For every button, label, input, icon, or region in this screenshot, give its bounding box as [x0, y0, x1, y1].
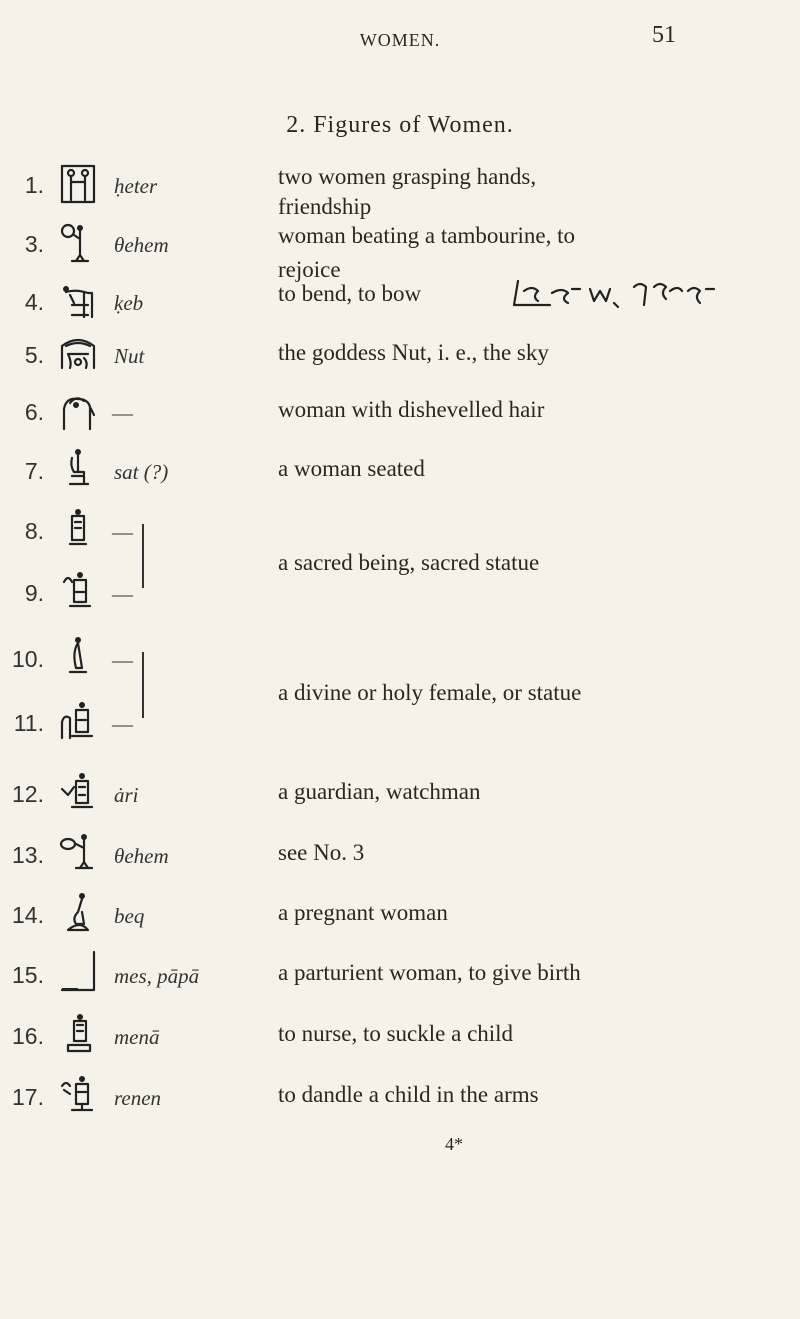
entry-transliteration: θehem	[114, 233, 169, 257]
entry-meaning: a woman seated	[278, 456, 425, 481]
entry-transliteration: sat (?)	[114, 460, 169, 484]
tambourine-woman-variant-hieroglyph-icon	[58, 830, 98, 874]
entry-transliteration: beq	[114, 904, 145, 928]
entry-meaning: to nurse, to suckle a child	[278, 1021, 514, 1046]
entry-number: 13.	[12, 842, 44, 868]
entry-number: 7.	[24, 458, 44, 484]
entry-number: 6.	[24, 399, 44, 425]
entry-meaning: two women grasping hands,	[278, 164, 537, 189]
goddess-nut-hieroglyph-icon	[58, 332, 98, 376]
entry-transliteration: —	[112, 520, 133, 544]
entry-meaning: a divine or holy female, or statue	[278, 680, 582, 705]
entry-transliteration: —	[112, 712, 133, 736]
entry-meaning: a parturient woman, to give birth	[278, 960, 581, 985]
bracket	[142, 524, 144, 588]
woman-with-tambourine-hieroglyph-icon	[58, 221, 98, 265]
entry-transliteration: ḳeb	[114, 291, 144, 315]
entry-meaning: a sacred being, sacred statue	[278, 550, 540, 575]
entry-meaning-line-3: to bend, to bow	[278, 281, 422, 306]
entry-transliteration: θehem	[114, 844, 169, 868]
entry-number: 14.	[12, 902, 44, 928]
holy-female-statue-hieroglyph-icon	[58, 698, 98, 742]
entry-transliteration: ȧri	[114, 783, 139, 807]
entry-number: 11.	[13, 710, 44, 736]
sacred-being-hieroglyph-icon	[58, 506, 98, 550]
entry-transliteration: renen	[114, 1086, 162, 1110]
signature-mark: 4*	[445, 1134, 463, 1154]
bending-woman-hieroglyph-icon	[58, 279, 98, 323]
entry-meaning-line-2: rejoice	[278, 257, 341, 282]
entry-number: 9.	[24, 580, 44, 606]
page-number: 51	[652, 22, 676, 48]
entry-transliteration: —	[112, 582, 133, 606]
woman-dishevelled-hair-hieroglyph-icon	[58, 389, 98, 433]
pregnant-woman-hieroglyph-icon	[58, 890, 98, 934]
entry-meaning-line-2: friendship	[278, 194, 372, 219]
entry-meaning: a guardian, watchman	[278, 779, 481, 804]
guardian-hieroglyph-icon	[58, 769, 98, 813]
nursing-woman-hieroglyph-icon	[58, 1011, 98, 1055]
dandling-child-hieroglyph-icon	[58, 1072, 98, 1116]
entry-meaning: the goddess Nut, i. e., the sky	[278, 340, 549, 365]
entry-number: 4.	[24, 289, 44, 315]
entry-transliteration: —	[112, 401, 133, 425]
divine-female-hieroglyph-icon	[58, 634, 98, 678]
entry-number: 3.	[24, 231, 44, 257]
entry-number: 1.	[24, 172, 44, 198]
section-title: 2. Figures of Women.	[286, 112, 514, 138]
entry-transliteration: ḥeter	[114, 174, 158, 198]
entry-number: 12.	[12, 781, 44, 807]
entry-meaning: to dandle a child in the arms	[278, 1082, 539, 1107]
entry-number: 16.	[12, 1023, 44, 1049]
coptic-words-glyph-icon	[510, 277, 780, 311]
entry-transliteration: Nut	[114, 344, 145, 368]
bracket	[142, 652, 144, 718]
entry-meaning: see No. 3	[278, 840, 365, 865]
entry-meaning: woman with dishevelled hair	[278, 397, 545, 422]
entry-transliteration: menā	[114, 1025, 160, 1049]
entry-number: 15.	[12, 962, 44, 988]
entry-number: 5.	[24, 342, 44, 368]
entry-transliteration: —	[112, 648, 133, 672]
two-women-grasping-hands-hieroglyph-icon	[58, 162, 98, 206]
entry-meaning: woman beating a tambourine, to	[278, 223, 576, 248]
entry-transliteration: mes, pāpā	[114, 964, 200, 988]
entry-number: 17.	[12, 1084, 44, 1110]
sacred-statue-hieroglyph-icon	[58, 568, 98, 612]
entry-number: 8.	[24, 518, 44, 544]
entry-number: 10.	[12, 646, 44, 672]
parturient-woman-hieroglyph-icon	[58, 950, 98, 994]
running-head: WOMEN.	[359, 30, 441, 50]
seated-woman-hieroglyph-icon	[58, 446, 98, 490]
entry-meaning: a pregnant woman	[278, 900, 448, 925]
